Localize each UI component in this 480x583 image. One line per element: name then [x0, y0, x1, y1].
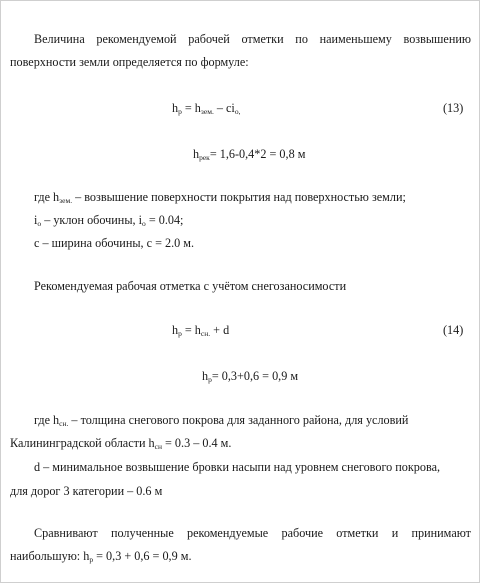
- formula-14-calculation: $h_р= 0,3+0,6 = 0,9$ м: [202, 369, 299, 384]
- definition-i-o: $i_о$ – уклон обочины, $i_о = 0.04$;: [34, 213, 184, 228]
- definition-h-sn: где $h_{сн.}$ – толщина снегового покрова для заданного района, для условий: [34, 413, 409, 428]
- formula-13: $h_р = h_{зем.} - ci_{о,}$: [172, 101, 241, 116]
- paragraph-2-line-1: Рекомендуемая рабочая отметка с учётом снегозаносимости: [34, 279, 347, 293]
- formula-14-number: (14): [443, 323, 464, 337]
- definition-d-value: для дорог 3 категории – 0.6 м: [10, 484, 163, 498]
- formula-14: $h_р = h_{сн.} + d$: [172, 323, 230, 338]
- definition-d: d – минимальное возвышение бровки насыпи над уровнем снегового покрова,: [34, 460, 441, 474]
- paragraph-3-line-2: наибольшую: $h_р = 0,3 + 0,6 = 0,9$ м.: [10, 549, 192, 564]
- definition-h-sn-value: Калининградской области $h_{сн} = 0.3 - 0.4$ м.: [10, 436, 232, 451]
- paragraph-3-line-1: Сравнивают полученные рекомендуемые рабочие отметки и принимают: [34, 526, 471, 540]
- paragraph-1-line-1: Величина рекомендуемой рабочей отметки по наименьшему возвышению: [34, 32, 471, 46]
- definition-h-zem: где $h_{зем.}$ – возвышение поверхности покрытия над поверхностью земли;: [34, 190, 406, 205]
- formula-13-number: (13): [443, 101, 464, 115]
- definition-c: с – ширина обочины, с = 2.0 м.: [34, 236, 195, 250]
- formula-13-calculation: $h_{рек}= 1,6-0,4*2 = 0,8$ м: [193, 147, 306, 162]
- paragraph-1-line-2: поверхности земли определяется по формуле:: [10, 55, 249, 69]
